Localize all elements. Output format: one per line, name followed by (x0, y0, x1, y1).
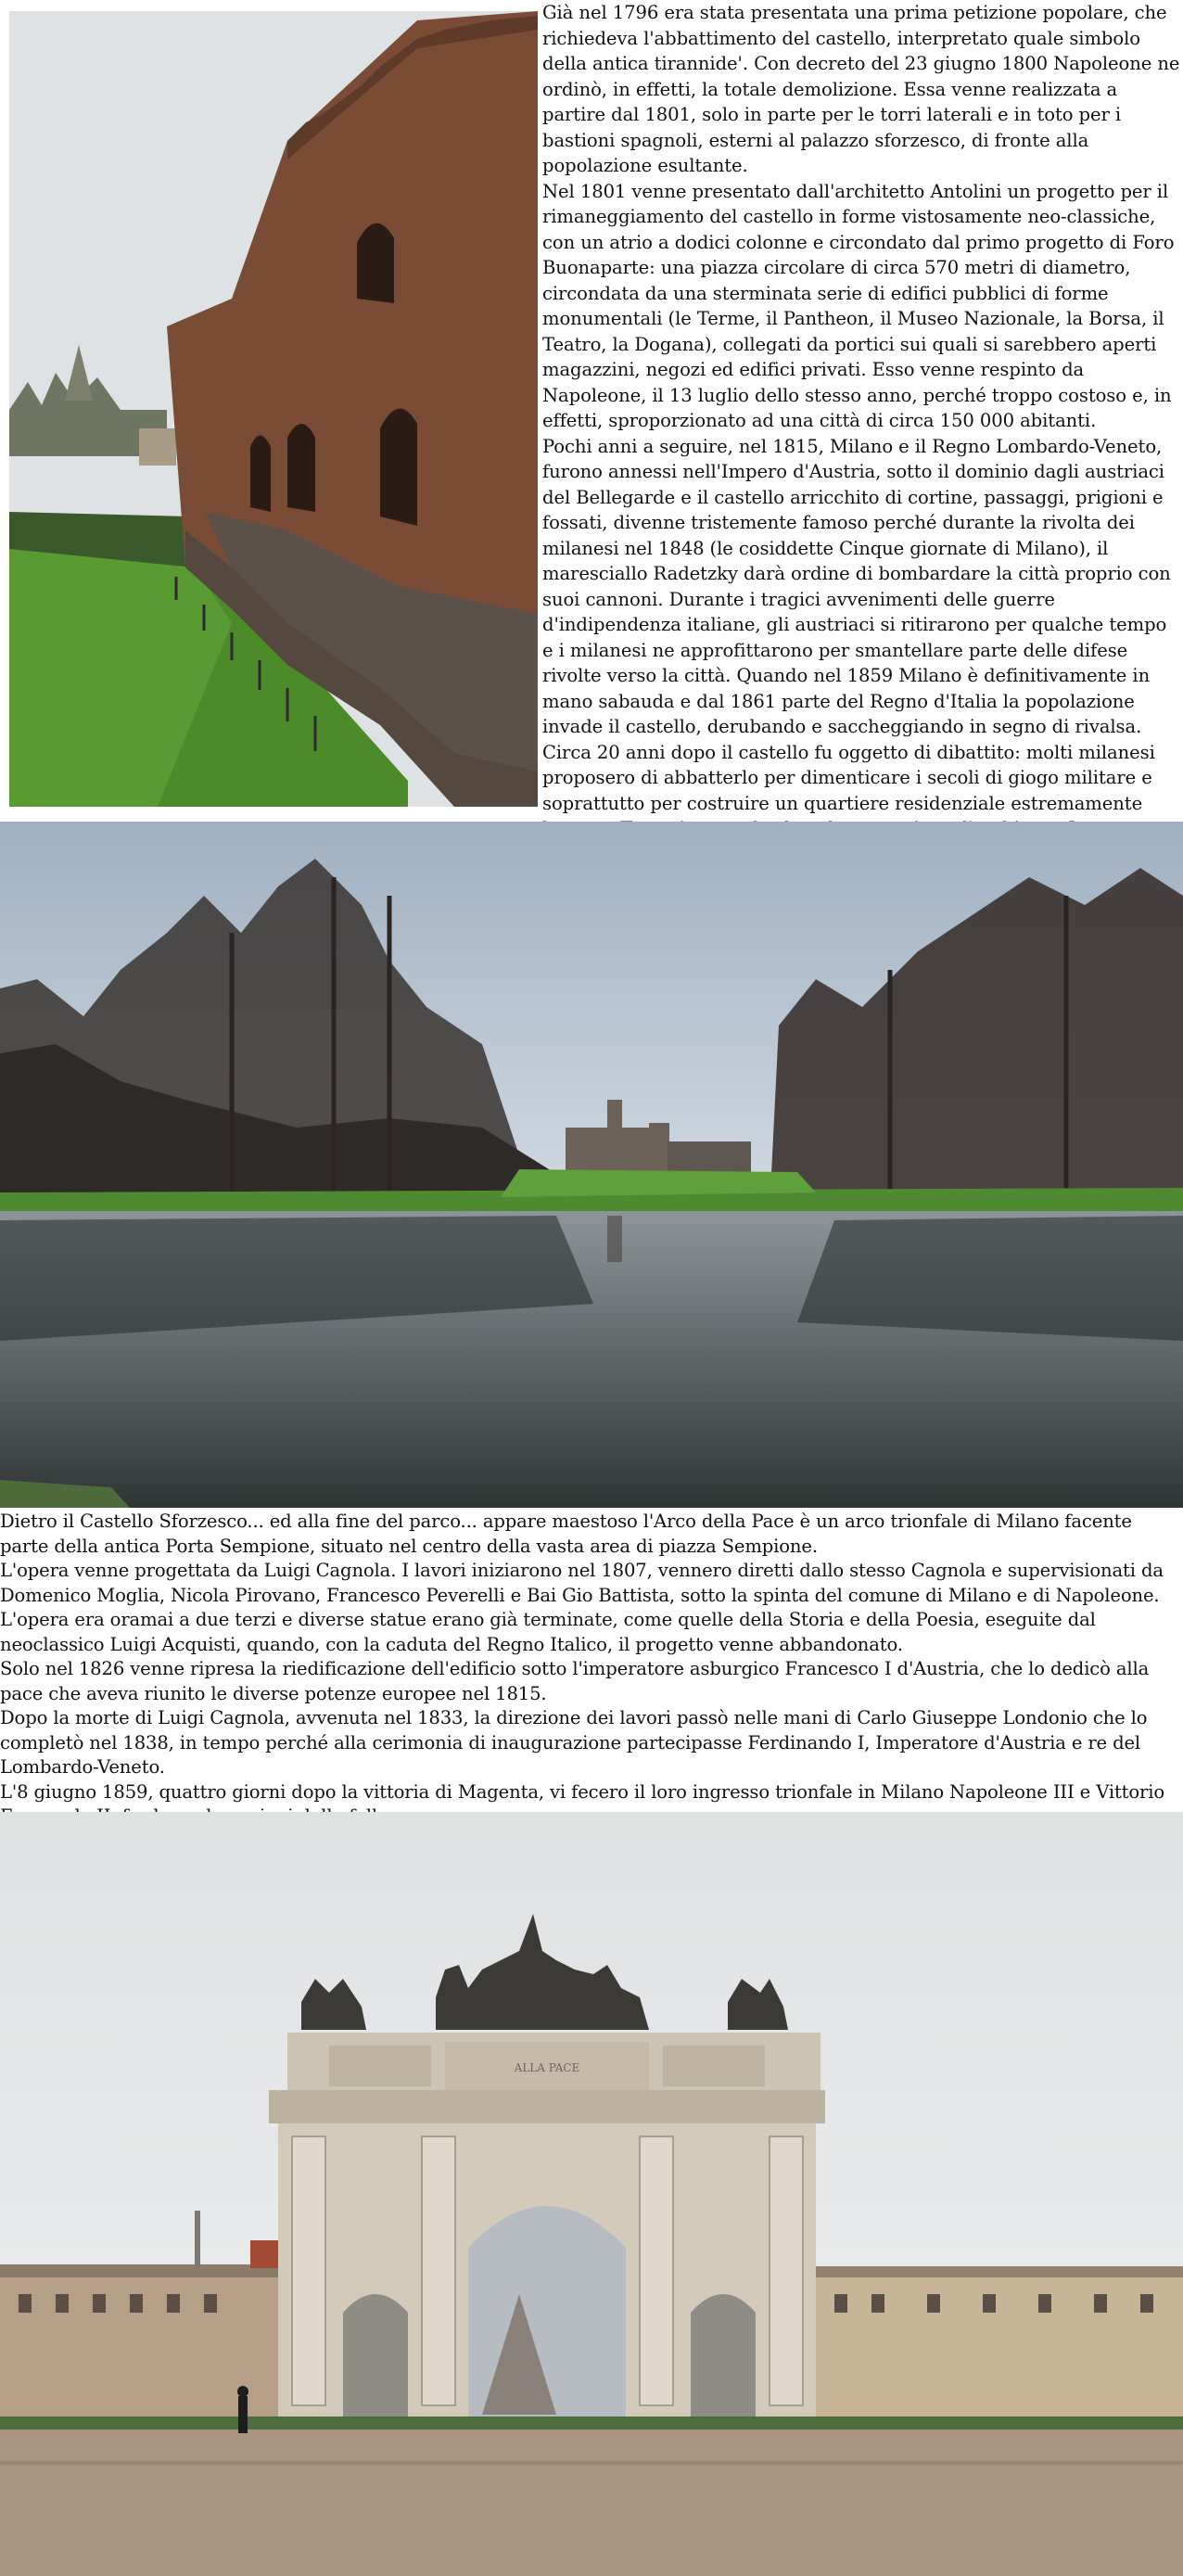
castle-paragraph: Già nel 1796 era stata presentata una prima petizione popolare, che richiedeva l'abbattimento del castello, interpretato quale simbolo della antica tirannide'. Con decreto del 23 giugno 1800 Napoleone ne ordinò, in effetti, la totale demolizione. Essa venne realizzata a partire dal 1801, solo in parte per le torri laterali e in toto per i bastioni spagnoli, esterni al palazzo sforzesco, di fronte alla popolazione esultante. (542, 2, 1180, 176)
arch-paragraph: Dopo la morte di Luigi Cagnola, avvenuta nel 1833, la direzione dei lavori passò nelle mani di Carlo Giuseppe Londonio che lo completò nel 1838, in tempo perché alla cerimonia di inaugurazione partecipasse Ferdinando I, Imperatore d'Austria e re del Lombardo-Veneto. (0, 1707, 1148, 1778)
castle-moat-photo (9, 11, 538, 807)
arch-paragraph: L'8 giugno 1859, quattro giorni dopo la vittoria di Magenta, vi fecero il loro ingresso trionfale in Milano Napoleone III e Vittorio (0, 1780, 1165, 1803)
arch-paragraph: L'opera era oramai a due terzi e diverse statue erano già terminate, come quelle della Storia e della Poesia, eseguite dal neoclassico Luigi Acquisti, quando, con la caduta del Regno Italico, il progetto venne abbandonato. (0, 1609, 1096, 1655)
arch-history-text (0, 1510, 1183, 1830)
castle-paragraph: Nel 1801 venne presentato dall'architetto Antolini un progetto per il rimaneggiamento del castello in forme vistosamente neo-classiche, con un atrio a dodici colonne e circondato dal primo progetto di Foro Buonaparte: una piazza circolare di circa 570 metri di diametro, circondata da una sterminata serie di edifici pubblici di forme monumentali (le Terme, il Pantheon, il Museo Nazionale, la Borsa, il Teatro, la Dogana), collegati da portici sui quali si sarebbero aperti magazzini, negozi ed edifici privati. Esso venne respinto da Napoleone, il 13 luglio dello stesso anno, perché troppo costoso e, in effetti, sproporzionato ad una città di circa 150 000 abitanti. (542, 180, 1175, 431)
park-pond-photo (0, 822, 1183, 1508)
arch-paragraph: Dietro il Castello Sforzesco... ed alla fine del parco... appare maestoso l'Arco della Pace è un arco trionfale di Milano facente parte della antica Porta Sempione, situato nel centro della vasta area di piazza Sempione. (0, 1511, 1132, 1557)
arch-inscription: ALLA PACE (514, 2061, 580, 2074)
arch-paragraph: L'opera venne progettata da Luigi Cagnola. I lavori iniziarono nel 1807, vennero diretti dallo stesso Cagnola e supervisionati da Domenico Moglia, Nicola Pirovano, Francesco Peverelli e Bai Gio Battista, sotto la spinta del comune di Milano e di Napoleone. (0, 1560, 1164, 1606)
castle-paragraph: Pochi anni a seguire, nel 1815, Milano e il Regno Lombardo-Veneto, furono annessi nell'Impero d'Austria, sotto il dominio dagli austriaci del Bellegarde e il castello arricchito di cortine, passaggi, prigioni e fossati, divenne tristemente famoso perché durante la rivolta dei milanesi nel 1848 (le cosiddette Cinque giornate di Milano), il maresciallo Radetzky darà ordine di bombardare la città proprio con suoi cannoni. Durante i tragici avvenimenti delle guerre d'indipendenza italiane, gli austriaci si ritirarono per qualche tempo e i milanesi ne approfittarono per smantellare parte delle difese rivolte verso la città. Quando nel 1859 Milano è definitivamente in mano sabauda e dal 1861 parte del Regno d'Italia la popolazione invade il castello, derubando e saccheggiando in segno di rivalsa. (542, 435, 1171, 737)
arco-della-pace-photo (0, 1812, 1183, 2576)
castle-paragraph: Circa 20 anni dopo il castello fu oggetto di dibattito: molti milanesi proposero di abbatterlo per dimenticare i secoli di giogo militare e soprattutto per costruire un quartiere residenziale estremamente (542, 741, 1155, 814)
castle-history-text (542, 0, 1180, 918)
arch-paragraph: Solo nel 1826 venne ripresa la riedificazione dell'edificio sotto l'imperatore asburgico Francesco I d'Austria, che lo dedicò alla pace che aveva riunito le diverse potenze europee nel 1815. (0, 1658, 1150, 1704)
